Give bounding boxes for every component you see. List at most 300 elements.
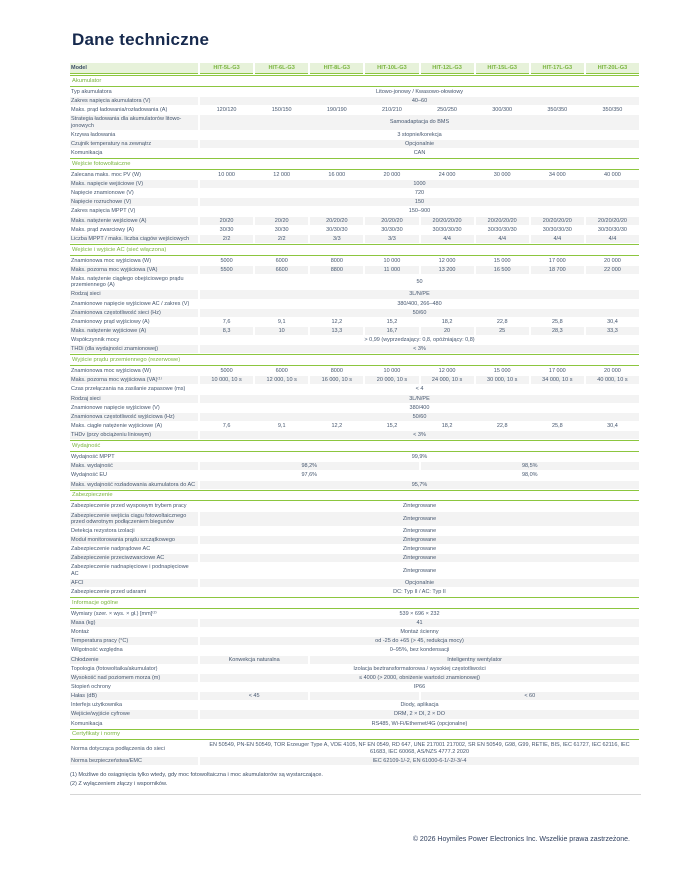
model-cell: HIT-10L-G3	[365, 63, 418, 74]
row-label: Maks. ciągłe natężenie wyjściowe (A)	[71, 423, 163, 430]
spec-cell: 24 000	[438, 171, 456, 178]
spec-cell: 720	[414, 190, 425, 197]
footnote: (1) Możliwe do osiągnięcia tylko wtedy, gdy moc fotowoltaiczna i moc akumulatorów są wystarczające.	[70, 771, 323, 778]
section-header: Wyjście prądu przemiennego (rezerwowe)	[70, 354, 639, 366]
table-row	[70, 536, 639, 544]
spec-cell: CAN	[413, 150, 426, 157]
spec-cell: 5500	[200, 266, 253, 274]
spec-cell: Opcjonalnie	[200, 140, 639, 148]
spec-cell: 20/20/20/20	[531, 217, 584, 225]
table-row	[70, 275, 639, 289]
footnotes	[70, 771, 641, 789]
spec-cell: Samoadaptacja do BMS	[200, 115, 639, 129]
spec-cell: Izolacja beztransformatorowa / wysokiej częstotliwości	[353, 665, 486, 672]
spec-cell: 5000	[220, 368, 233, 375]
table-row	[70, 140, 639, 148]
spec-cell: 97,6%	[301, 472, 318, 479]
table-row	[70, 563, 639, 577]
row-label: Norma bezpieczeństwa/EMC	[70, 757, 198, 765]
row-label: Montaż	[71, 629, 90, 636]
table-row	[70, 266, 639, 274]
spec-cell: 25,8	[551, 423, 563, 430]
spec-cell: 4/4	[476, 235, 529, 243]
spec-cell: 9,1	[277, 318, 286, 325]
section-header: Zabezpieczenie	[70, 490, 639, 502]
spec-table-body	[70, 63, 639, 765]
spec-cell: Zintegrowane	[402, 527, 437, 534]
table-row	[70, 235, 639, 243]
row-label: Czujnik temperatury na zewnątrz	[70, 140, 198, 148]
row-label: Maks. pozorna moc wyjściowa (VA)⁽¹⁾	[70, 376, 198, 384]
table-row	[70, 471, 639, 479]
table-row	[70, 198, 639, 206]
spec-cell: 20/20	[200, 217, 253, 225]
row-label: Znamionowa częstotliwość wyjściowa (Hz)	[70, 413, 198, 421]
row-label: Typ akumulatora	[71, 88, 112, 95]
row-label: Znamionowy prąd wyjściowy (A)	[71, 318, 150, 325]
row-label: Znamionowe napięcie wyjściowe (V)	[71, 404, 160, 411]
model-row	[70, 63, 639, 74]
footnote: (2) Z wyłączeniem złączy i wsporników.	[70, 781, 168, 788]
section-header-row	[70, 75, 639, 87]
spec-cell: Opcjonalnie	[200, 579, 639, 587]
spec-cell: 7,6	[222, 423, 231, 430]
table-row	[70, 257, 639, 265]
row-label: Zalecana maks. moc PV (W)	[71, 171, 141, 178]
spec-cell: 190/190	[326, 107, 347, 114]
spec-cell: 150–900	[408, 208, 431, 215]
spec-cell: 33,3	[586, 327, 639, 335]
section-header-row	[70, 354, 639, 366]
spec-cell: 30,4	[607, 423, 618, 430]
table-row	[70, 588, 639, 596]
spec-cell: 95,7%	[200, 481, 639, 489]
spec-cell: 10 000, 10 s	[200, 376, 253, 384]
spec-cell: 3/3	[365, 235, 418, 243]
spec-cell: 12 000	[438, 257, 456, 264]
spec-cell: 9,1	[277, 423, 286, 430]
row-label: Topologia (fotowoltaika/akumulator)	[71, 665, 158, 672]
row-label: Zabezpieczenie nadprądowe AC	[71, 546, 151, 553]
row-label: Wymiary (szer. × wys. × gł.) [mm]⁽²⁾	[71, 610, 157, 617]
spec-cell: 16 000, 10 s	[310, 376, 363, 384]
table-row	[70, 637, 639, 645]
table-row	[70, 683, 639, 691]
table-row	[70, 646, 639, 654]
table-row	[70, 512, 639, 526]
spec-cell: 150	[200, 198, 639, 206]
spec-cell: 8,3	[200, 327, 253, 335]
row-label: THDv (przy obciążeniu liniowym)	[70, 431, 198, 439]
row-label: Wydajność MPPT	[71, 454, 115, 461]
spec-cell: 13 200	[421, 266, 474, 274]
spec-cell: 30/30/30	[381, 226, 403, 233]
spec-cell: 99,9%	[411, 454, 428, 461]
spec-cell: > 0,99 (wyprzedzający: 0,8, opóźniający: 0,8)	[364, 337, 475, 344]
spec-cell: Diody, aplikacja	[400, 702, 439, 709]
spec-cell: 40 000, 10 s	[586, 376, 639, 384]
row-label: Stopień ochrony	[71, 684, 111, 691]
model-cell: HIT-20L-G3	[586, 63, 639, 74]
spec-cell: 17 000	[548, 257, 566, 264]
spec-cell: Montaż ścienny	[400, 629, 439, 636]
spec-cell: Konwekcja naturalna	[200, 656, 308, 664]
spec-cell: 7,6	[222, 318, 231, 325]
table-row	[70, 290, 639, 298]
spec-cell: IEC 62109-1/-2, EN 61000-6-1/-2/-3/-4	[200, 757, 639, 765]
spec-cell: 16 000	[328, 171, 346, 178]
spec-cell: 6600	[255, 266, 308, 274]
bottom-rule	[70, 794, 641, 795]
spec-cell: 20 000	[604, 257, 621, 264]
row-label: Moduł monitorowania prądu szczątkowego	[70, 536, 198, 544]
spec-cell: 8800	[310, 266, 363, 274]
spec-cell: 98,0%	[521, 472, 538, 479]
table-row	[70, 481, 639, 489]
spec-cell: Zintegrowane	[402, 567, 437, 574]
row-label: Hałas (dB)	[70, 692, 198, 700]
spec-cell: 50/60	[200, 413, 639, 421]
spec-cell: 40–60	[200, 97, 639, 105]
row-label: Maks. napięcie wejściowe (V)	[70, 180, 198, 188]
spec-cell: 150/150	[271, 107, 292, 114]
spec-cell: 30/30/30/30	[542, 226, 572, 233]
spec-cell: 22,8	[496, 318, 508, 325]
spec-cell: 12 000	[438, 368, 456, 375]
table-row	[70, 180, 639, 188]
table-row	[70, 318, 639, 326]
row-label: Maks. prąd ładowania/rozładowania (A)	[71, 107, 168, 114]
spec-cell: 20/20/20/20	[421, 217, 474, 225]
table-row	[70, 97, 639, 105]
table-row	[70, 131, 639, 139]
row-label: Znamionowe napięcie wyjściowe AC / zakres (V)	[71, 300, 190, 307]
spec-cell: 4/4	[421, 235, 474, 243]
spec-cell: DC: Typ II / AC: Typ II	[393, 588, 446, 595]
row-label: Napięcie znamionowe (V)	[71, 190, 134, 197]
spec-cell: 30/30/30/30	[597, 226, 627, 233]
row-label: Maks. wydajność rozładowania akumulatora do AC	[70, 481, 198, 489]
spec-cell: 3L/N/PE	[200, 290, 639, 298]
row-label: Znamionowa częstotliwość sieci (Hz)	[70, 309, 198, 317]
table-row	[70, 453, 639, 461]
model-cell: HIT-6L-G3	[255, 63, 308, 74]
table-row	[70, 757, 639, 765]
spec-cell: 20 000	[383, 171, 401, 178]
row-label: Maks. prąd zwarciowy (A)	[71, 226, 134, 233]
row-label: Współczynnik mocy	[71, 337, 120, 344]
spec-cell: 10 000	[383, 257, 401, 264]
spec-cell: Zintegrowane	[200, 512, 639, 526]
spec-cell: 2/2	[255, 235, 308, 243]
model-cell: HIT-12L-G3	[421, 63, 474, 74]
row-label: Maks. natężenie wyjściowe (A)	[70, 327, 198, 335]
spec-cell: 41	[200, 619, 639, 627]
table-row	[70, 674, 639, 682]
copyright: © 2026 Hoymiles Power Electronics Inc. Wszelkie prawa zastrzeżone.	[412, 836, 630, 843]
table-row	[70, 385, 639, 393]
section-header-row	[70, 597, 639, 609]
table-row	[70, 226, 639, 234]
row-label: Komunikacja	[71, 150, 103, 157]
spec-cell: 30 000, 10 s	[476, 376, 529, 384]
row-label: Znamionowa moc wyjściowa (W)	[71, 368, 152, 375]
table-row	[70, 189, 639, 197]
table-row	[70, 656, 639, 664]
row-label: Wejście/wyjście cyfrowe	[70, 710, 198, 718]
spec-cell: 6000	[275, 368, 288, 375]
spec-cell: 22 000	[586, 266, 639, 274]
row-label: Czas przełączania na zasilanie zapasowe (ms)	[71, 386, 186, 393]
table-row	[70, 720, 639, 728]
table-row	[70, 300, 639, 308]
table-row	[70, 413, 639, 421]
spec-cell: 380/400, 266–480	[397, 300, 442, 307]
spec-cell: 12 000, 10 s	[255, 376, 308, 384]
section-header: Wydajność	[70, 440, 639, 452]
table-row	[70, 217, 639, 225]
table-row	[70, 149, 639, 157]
row-label: Rodzaj sieci	[70, 290, 198, 298]
table-row	[70, 545, 639, 553]
spec-table	[68, 62, 641, 766]
spec-cell: < 60	[421, 692, 640, 700]
table-row	[70, 502, 639, 510]
section-header: Informacje ogólne	[70, 597, 639, 609]
spec-cell: 2/2	[200, 235, 253, 243]
section-header: Certyfikaty i normy	[70, 729, 639, 741]
spec-cell: 98,5%	[421, 462, 640, 470]
section-header-row	[70, 490, 639, 502]
table-row	[70, 462, 639, 470]
spec-cell: 250/250	[437, 107, 457, 114]
row-label: Wydajność EU	[71, 472, 108, 479]
spec-cell: < 45	[200, 692, 308, 700]
spec-cell: od -25 do +65 (> 45, redukcja mocy)	[200, 637, 639, 645]
table-row	[70, 88, 639, 96]
table-row	[70, 171, 639, 179]
spec-cell: 15 000	[493, 257, 511, 264]
row-label: Krzywa ładowania	[71, 131, 116, 138]
section-header: Akumulator	[70, 75, 639, 87]
spec-cell: 28,3	[531, 327, 584, 335]
row-label: Detekcja rezystora izolacji	[71, 527, 135, 534]
spec-cell: 17 000	[548, 368, 566, 375]
spec-cell: 15,2	[386, 423, 398, 430]
spec-cell: 13,3	[310, 327, 363, 335]
spec-cell: 380/400	[409, 404, 430, 411]
table-row	[70, 628, 639, 636]
spec-cell: 25,8	[551, 318, 563, 325]
row-label: Liczba MPPT / maks. liczba ciągów wejściowych	[70, 235, 198, 243]
spec-cell: < 3%	[200, 431, 639, 439]
spec-cell: 16 500	[476, 266, 529, 274]
spec-cell: 16,7	[365, 327, 418, 335]
model-row-label: Model	[70, 63, 198, 74]
spec-cell: 24 000, 10 s	[421, 376, 474, 384]
spec-cell: 10	[255, 327, 308, 335]
spec-cell: 3L/N/PE	[200, 395, 639, 403]
spec-cell: EN 50549, PN-EN 50549, TOR Erzeuger Type A, VDE 4105, NF EN 0549, RD 647, UNE 217001 217002, SR EN 50549, G98, G99, RETIE, BIS, IEC 61727, IEC 62116, IEC 61683, IEC 60068, AS/NZS 4777.2 2020	[209, 742, 630, 755]
row-label: Chłodzenie	[70, 656, 198, 664]
table-row	[70, 309, 639, 317]
spec-cell: Zintegrowane	[200, 554, 639, 562]
spec-cell: 22,8	[496, 423, 508, 430]
spec-cell: 34 000, 10 s	[531, 376, 584, 384]
table-row	[70, 404, 639, 412]
spec-cell: 15,2	[386, 318, 398, 325]
table-row	[70, 579, 639, 587]
spec-cell: 20/20/20/20	[586, 217, 639, 225]
spec-cell: 30/30/30/30	[432, 226, 462, 233]
row-label: Maks. natężenie ciągłego obejściowego prądu przemiennego (A)	[71, 276, 184, 289]
row-label: Strategia ładowania dla akumulatorów litowo-jonowych	[70, 115, 198, 129]
row-label: Zabezpieczenie nadnapięciowe i podnapięciowe AC	[71, 564, 189, 577]
spec-cell: 30/30/30	[326, 226, 348, 233]
spec-cell: 1000	[200, 180, 639, 188]
table-row	[70, 692, 639, 700]
spec-cell: < 3%	[200, 345, 639, 353]
row-label: Zabezpieczenie przed wyspowym trybem pracy	[71, 503, 187, 510]
spec-cell: 539 × 696 × 232	[399, 610, 440, 617]
table-row	[70, 741, 639, 755]
table-row	[70, 431, 639, 439]
row-label: Komunikacja	[71, 720, 103, 727]
table-row	[70, 395, 639, 403]
spec-cell: 20/20/20	[365, 217, 418, 225]
table-row	[70, 207, 639, 215]
section-header: Wejście fotowoltaiczne	[70, 158, 639, 170]
row-label: Znamionowa moc wyjściowa (W)	[71, 257, 152, 264]
table-row	[70, 115, 639, 129]
spec-cell: 12,2	[331, 423, 343, 430]
spec-cell: 5000	[220, 257, 233, 264]
table-row	[70, 106, 639, 114]
spec-cell: 210/210	[381, 107, 402, 114]
table-row	[70, 367, 639, 375]
row-label: Zakres napięcia akumulatora (V)	[70, 97, 198, 105]
table-row	[70, 610, 639, 618]
spec-cell: 40 000	[604, 171, 621, 178]
row-label: Wysokość nad poziomem morza (m)	[70, 674, 198, 682]
spec-cell: < 4	[415, 386, 424, 393]
spec-cell: 0–95%, bez kondensacji	[389, 647, 450, 654]
section-header-row	[70, 440, 639, 452]
spec-cell: Zintegrowane	[200, 536, 639, 544]
row-label: Rodzaj sieci	[70, 395, 198, 403]
table-row	[70, 422, 639, 430]
row-label: Wilgotność względna	[71, 647, 123, 654]
spec-cell: 350/350	[602, 107, 623, 114]
spec-cell: 8000	[330, 368, 343, 375]
spec-cell: 4/4	[586, 235, 639, 243]
row-label: Interfejs użytkownika	[71, 702, 123, 709]
spec-cell: 34 000	[548, 171, 566, 178]
spec-cell: 20 000, 10 s	[365, 376, 418, 384]
spec-cell: 300/300	[492, 107, 513, 114]
spec-cell	[310, 692, 418, 700]
row-label: Zakres napięcia MPPT (V)	[71, 208, 136, 215]
spec-cell: 18,2	[441, 318, 453, 325]
spec-cell: 15 000	[493, 368, 511, 375]
spec-cell: DRM, 2 × DI, 2 × DO	[200, 710, 639, 718]
spec-cell: 18,2	[441, 423, 453, 430]
section-header-row	[70, 244, 639, 256]
page-title: Dane techniczne	[72, 30, 210, 49]
spec-cell: 11 000	[365, 266, 418, 274]
model-cell: HIT-5L-G3	[200, 63, 253, 74]
table-row	[70, 336, 639, 344]
spec-cell: Zintegrowane	[402, 503, 437, 510]
spec-cell: 10 000	[383, 368, 401, 375]
spec-cell: 20 000	[604, 368, 621, 375]
row-label: AFCI	[70, 579, 198, 587]
row-label: Maks. pozorna moc wyjściowa (VA)	[70, 266, 198, 274]
spec-cell: 20	[421, 327, 474, 335]
spec-cell: 18 700	[531, 266, 584, 274]
row-label: Maks. natężenie wejściowe (A)	[70, 217, 198, 225]
spec-cell: Zintegrowane	[402, 546, 437, 553]
spec-cell: 10 000	[218, 171, 235, 178]
model-cell: HIT-8L-G3	[310, 63, 363, 74]
table-row	[70, 665, 639, 673]
spec-cell: 12,2	[331, 318, 343, 325]
row-label: Masa (kg)	[70, 619, 198, 627]
table-row	[70, 554, 639, 562]
model-cell: HIT-17L-G3	[531, 63, 584, 74]
spec-cell: 30 000	[493, 171, 511, 178]
row-label: Napięcie rozruchowe (V)	[70, 198, 198, 206]
table-row	[70, 527, 639, 535]
table-row	[70, 376, 639, 384]
spec-cell: IP66	[413, 684, 426, 691]
spec-cell: 50	[416, 279, 423, 286]
spec-cell: 8000	[330, 257, 343, 264]
row-label: THDi (dla wydajności znamionowej)	[70, 345, 198, 353]
spec-cell: 3 stopnie/korekcja	[397, 131, 442, 138]
row-label: Zabezpieczenie przeciwzwarciowe AC	[70, 554, 198, 562]
row-label: Zabezpieczenie przed udarami	[71, 588, 147, 595]
section-header-row	[70, 729, 639, 741]
spec-cell: 20/20	[255, 217, 308, 225]
spec-cell: 350/350	[547, 107, 568, 114]
row-label: Maks. wydajność	[70, 462, 198, 470]
spec-cell: 4/4	[531, 235, 584, 243]
spec-cell: 30/30	[274, 226, 289, 233]
spec-cell: 30/30/30/30	[487, 226, 517, 233]
table-row	[70, 701, 639, 709]
spec-cell: 30/30	[219, 226, 234, 233]
spec-cell: 20/20/20	[310, 217, 363, 225]
spec-cell: ≤ 4000 (> 2000, obniżenie wartości znamionowej)	[200, 674, 639, 682]
spec-cell: RS485, Wi-Fi/Ethernet/4G (opcjonalne)	[371, 720, 468, 727]
section-header-row	[70, 158, 639, 170]
model-cell: HIT-15L-G3	[476, 63, 529, 74]
row-label: Norma dotycząca podłączenia do sieci	[71, 745, 165, 752]
table-row	[70, 619, 639, 627]
spec-cell: 20/20/20/20	[476, 217, 529, 225]
spec-cell: 50/60	[200, 309, 639, 317]
section-header: Wejście i wyjście AC (sieć włączona)	[70, 244, 639, 256]
table-row	[70, 345, 639, 353]
spec-cell: 6000	[275, 257, 288, 264]
row-label: Zabezpieczenie wejścia ciągu fotowoltaicznego przed odwrotnym podłączeniem biegunów	[70, 512, 198, 526]
spec-cell: 120/120	[216, 107, 237, 114]
table-row	[70, 327, 639, 335]
table-row	[70, 710, 639, 718]
spec-cell: 3/3	[310, 235, 363, 243]
spec-cell: Inteligentny wentylator	[310, 656, 639, 664]
